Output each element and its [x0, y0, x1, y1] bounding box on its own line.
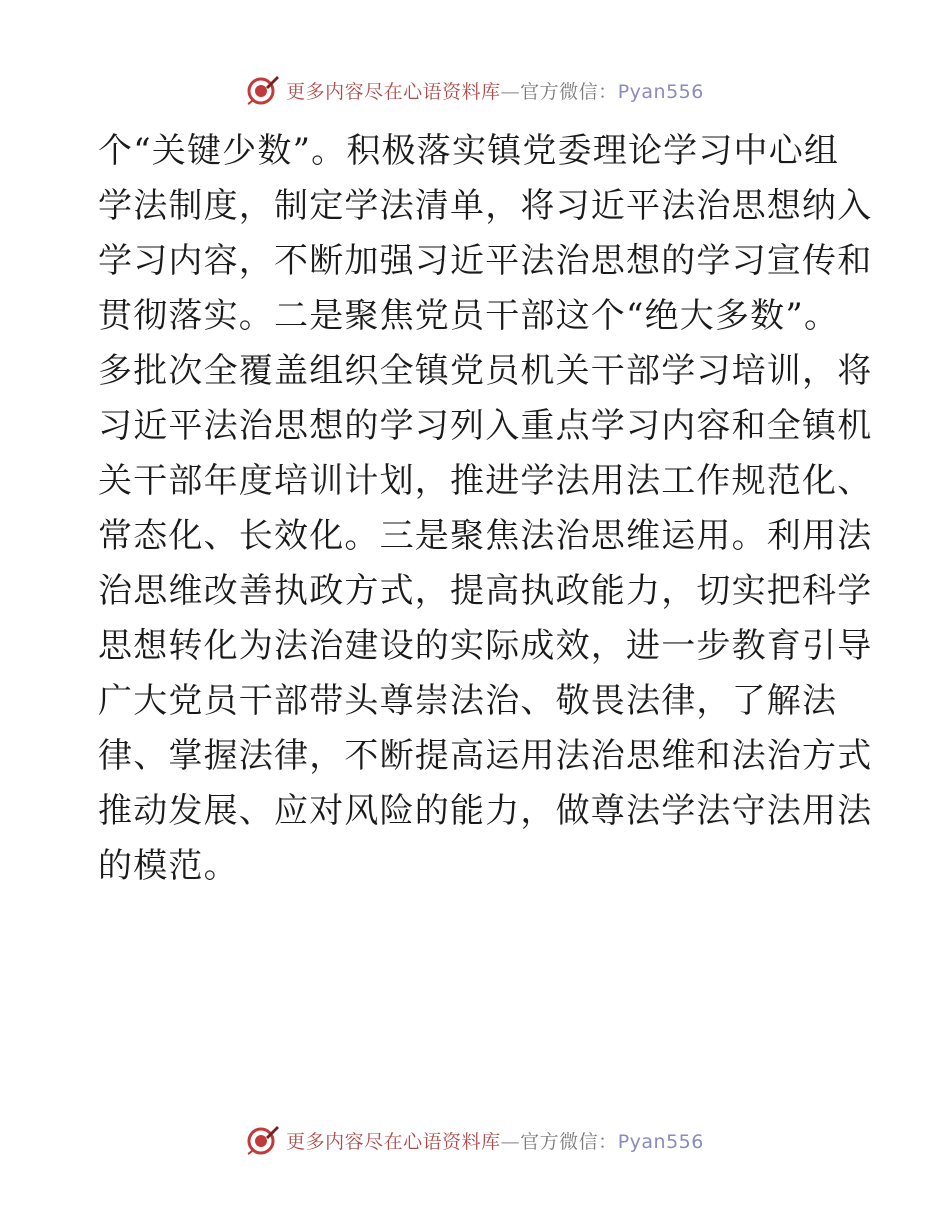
body-line: 治思维改善执政方式，提高执政能力，切实把科学 [98, 571, 873, 611]
banner-wechat-label: 官方微信： [520, 80, 618, 103]
banner-separator: — [500, 80, 521, 103]
body-line: 关干部年度培训计划，推进学法用法工作规范化、 [98, 461, 873, 501]
body-line: 的模范。 [98, 846, 239, 886]
header-banner [0, 70, 950, 110]
body-line: 常态化、长效化。三是聚焦法治思维运用。利用法 [98, 516, 873, 556]
banner-wechat-id: Pyan556 [617, 80, 704, 103]
body-line: 习近平法治思想的学习列入重点学习内容和全镇机 [98, 406, 873, 446]
banner-brand: 更多内容尽在心语资料库 [286, 1130, 501, 1153]
red-circle-pen-logo-icon [246, 73, 280, 107]
body-line: 贯彻落实。二是聚焦党员干部这个“绝大多数”。 [98, 296, 840, 336]
banner-text [286, 1127, 704, 1154]
body-line: 学法制度，制定学法清单，将习近平法治思想纳入 [98, 186, 873, 226]
body-line: 多批次全覆盖组织全镇党员机关干部学习培训，将 [98, 351, 873, 391]
red-circle-pen-logo-icon [246, 1123, 280, 1157]
document-body [98, 124, 873, 894]
banner-wechat-label: 官方微信： [520, 1130, 618, 1153]
footer-banner [0, 1120, 950, 1160]
body-line: 推动发展、应对风险的能力，做尊法学法守法用法 [98, 791, 873, 831]
banner-text [286, 77, 704, 104]
body-line: 广大党员干部带头尊崇法治、敬畏法律，了解法 [98, 681, 838, 721]
body-line: 个“关键少数”。积极落实镇党委理论学习中心组 [98, 131, 840, 171]
banner-brand: 更多内容尽在心语资料库 [286, 80, 501, 103]
body-line: 学习内容，不断加强习近平法治思想的学习宣传和 [98, 241, 873, 281]
banner-separator: — [500, 1130, 521, 1153]
banner-wechat-id: Pyan556 [617, 1130, 704, 1153]
body-line: 思想转化为法治建设的实际成效，进一步教育引导 [98, 626, 873, 666]
body-line: 律、掌握法律，不断提高运用法治思维和法治方式 [98, 736, 873, 776]
